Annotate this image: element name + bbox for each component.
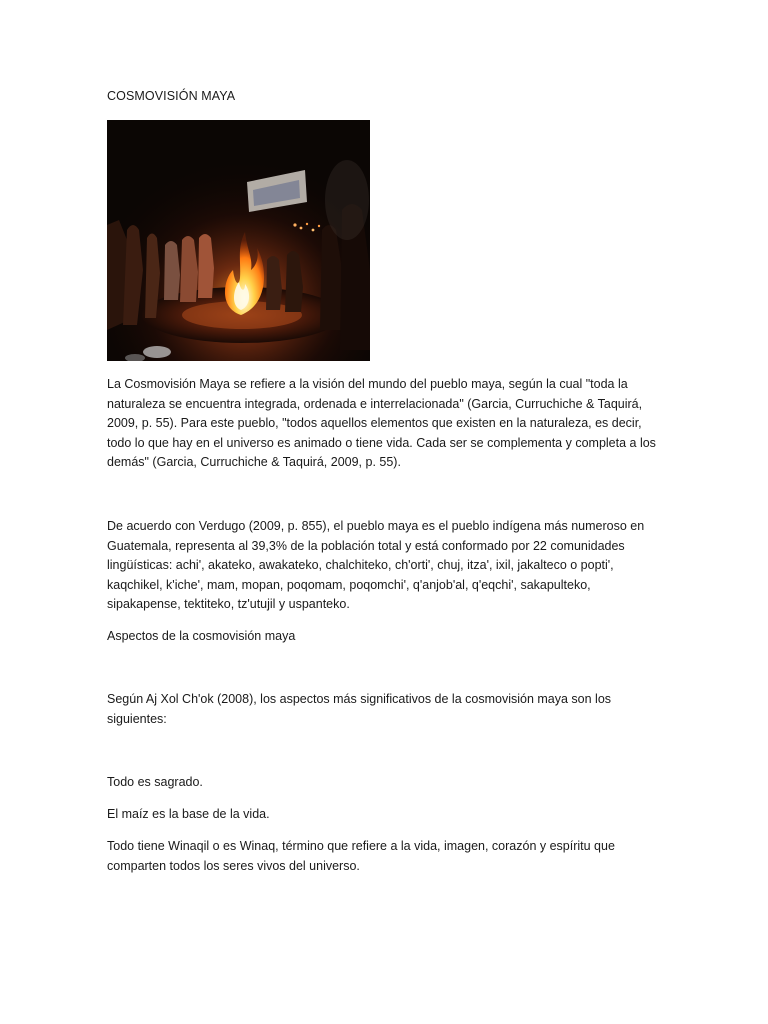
ceremony-fire-photo	[107, 120, 370, 361]
aspect-item-winaqil: Todo tiene Winaqil o es Winaq, término que refiere a la vida, imagen, corazón y espíritu que comparten todos los seres vivos del universo.	[107, 839, 615, 873]
section-heading-aspectos: Aspectos de la cosmovisión maya	[107, 629, 296, 643]
paragraph-verdugo: De acuerdo con Verdugo (2009, p. 855), el pueblo maya es el pueblo indígena más numeroso en Guatemala, representa al 39,3% de la población total y está conformado por 22 comunidades lingüísticas: achi', akateko, awakateko, chalchiteko, ch'orti', chuj, itza', ixil, jakalteco o popti', kaqchikel, k'iche', mam, mopan, poqomam, poqomchi', q'anjob'al, q'eqchi', sakapulteko, sipakapense, tektiteko, tz'utujil y uspanteko.	[107, 519, 645, 611]
document-title: COSMOVISIÓN MAYA	[107, 89, 236, 103]
paragraph-aj-xol-chok: Según Aj Xol Ch'ok (2008), los aspectos más significativos de la cosmovisión maya son los siguientes:	[107, 692, 612, 726]
paragraph-intro: La Cosmovisión Maya se refiere a la visión del mundo del pueblo maya, según la cual "toda la naturaleza se encuentra integrada, ordenada e interrelacionada" (Garcia, Curruchiche & Taquirá, 2009, p. 55). Para este pueblo, "todos aquellos elementos que existen en la naturaleza, es decir, todo lo que hay en el universo es animado o tiene vida. Cada ser se complementa y completa a los demás" (Garcia, Curruchiche & Taquirá, 2009, p. 55).	[107, 377, 656, 469]
aspect-item-sagrado: Todo es sagrado.	[107, 775, 203, 789]
aspect-item-maiz: El maíz es la base de la vida.	[107, 807, 270, 821]
